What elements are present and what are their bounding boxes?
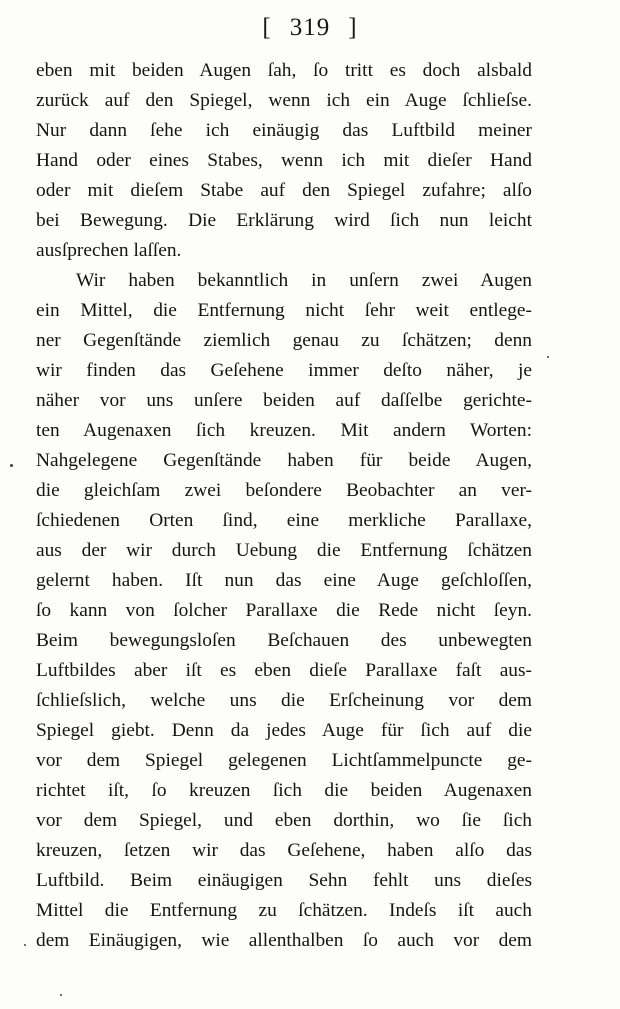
text-line: ausſprechen laſſen. — [36, 240, 182, 261]
text-line: bei Bewegung. Die Erklärung wird ſich nun leicht — [36, 210, 532, 231]
text-line: Luftbildes aber iſt es eben dieſe Parallaxe faſt aus- — [36, 660, 532, 681]
text-line: ſchiedenen Orten ſind, eine merkliche Parallaxe, — [36, 510, 532, 531]
text-line: eben mit beiden Augen ſah, ſo tritt es doch alsbald — [36, 60, 532, 81]
text-line: ten Augenaxen ſich kreuzen. Mit andern Worten: — [36, 420, 532, 441]
text-line: vor dem Spiegel, und eben dorthin, wo ſie ſich — [36, 810, 532, 831]
text-line: Spiegel giebt. Denn da jedes Auge für ſich auf die — [36, 720, 532, 741]
text-line: näher vor uns unſere beiden auf daſſelbe gerichte- — [36, 390, 532, 411]
page-header — [0, 14, 620, 42]
text-line: gelernt haben. Iſt nun das eine Auge geſchloſſen, — [36, 570, 532, 591]
text-line: richtet iſt, ſo kreuzen ſich die beiden Augenaxen — [36, 780, 532, 801]
header-bracket-right: ] — [348, 14, 358, 41]
text-line: Wir haben bekanntlich in unſern zwei Augen — [76, 270, 532, 291]
text-line: Nur dann ſehe ich einäugig das Luftbild meiner — [36, 120, 532, 141]
text-line: Hand oder eines Stabes, wenn ich mit dieſer Hand — [36, 150, 532, 171]
page-number: 319 — [289, 14, 331, 41]
header-bracket-left: [ — [262, 14, 272, 41]
text-line: die gleichſam zwei beſondere Beobachter an ver- — [36, 480, 532, 501]
text-line: kreuzen, ſetzen wir das Geſehene, haben alſo das — [36, 840, 532, 861]
text-line: oder mit dieſem Stabe auf den Spiegel zufahre; alſo — [36, 180, 532, 201]
text-line: ſchlieſslich, welche uns die Erſcheinung vor dem — [36, 690, 532, 711]
body-text — [36, 56, 532, 956]
scan-speck — [10, 464, 13, 467]
text-line: ſo kann von ſolcher Parallaxe die Rede nicht ſeyn. — [36, 600, 532, 621]
scan-speck — [547, 356, 549, 358]
text-line: ein Mittel, die Entfernung nicht ſehr weit entlege- — [36, 300, 532, 321]
text-line: aus der wir durch Uebung die Entfernung ſchätzen — [36, 540, 532, 561]
text-line: wir finden das Geſehene immer deſto näher, je — [36, 360, 532, 381]
text-line: zurück auf den Spiegel, wenn ich ein Auge ſchlieſse. — [36, 90, 532, 111]
text-line: dem Einäugigen, wie allenthalben ſo auch vor dem — [36, 930, 532, 951]
text-line: Mittel die Entfernung zu ſchätzen. Indeſs iſt auch — [36, 900, 532, 921]
scan-speck — [24, 944, 26, 946]
text-line: Beim bewegungsloſen Beſchauen des unbewegten — [36, 630, 532, 651]
text-line: Luftbild. Beim einäugigen Sehn fehlt uns dieſes — [36, 870, 532, 891]
scan-speck — [60, 994, 62, 996]
text-line: Nahgelegene Gegenſtände haben für beide Augen, — [36, 450, 532, 471]
text-line: vor dem Spiegel gelegenen Lichtſammelpuncte ge- — [36, 750, 532, 771]
text-line: ner Gegenſtände ziemlich genau zu ſchätzen; denn — [36, 330, 532, 351]
